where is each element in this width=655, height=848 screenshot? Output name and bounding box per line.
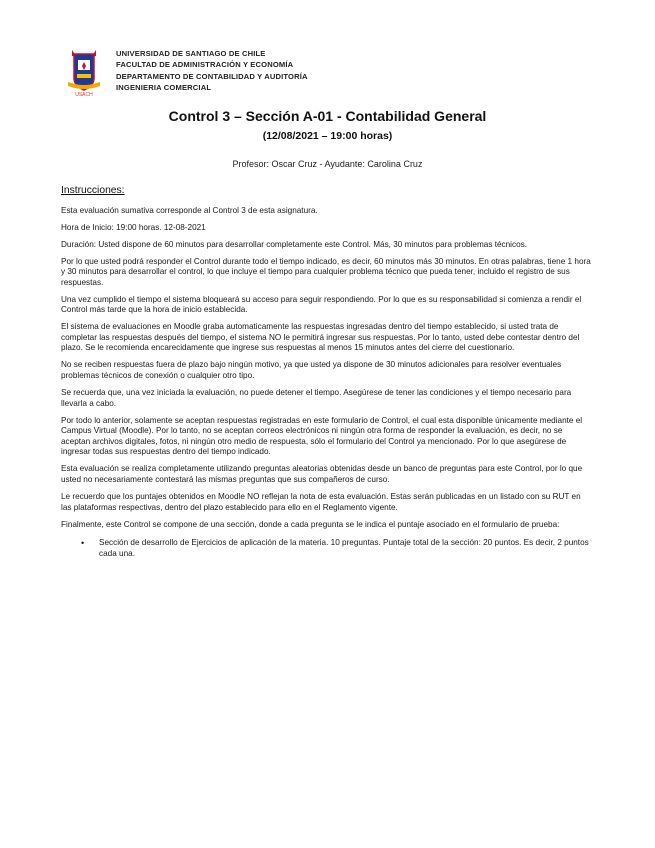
bullet-icon: • [81, 538, 85, 549]
instruction-paragraph: Por lo que usted podrá responder el Control durante todo el tiempo indicado, es decir, 60 minutos más 30 minutos. En otras palabras, tiene 1 hora y 30 minutos para desarrollar el control, lo que incluye el tiempo para cualquier problema técnico que pueda tener, incluido el registro de sus respuestas. [61, 256, 591, 287]
instruction-paragraph: Por todo lo anterior, solamente se aceptan respuestas registradas en este formulario de Control, el cual esta disponible únicamente mediante el Campus Virtual (Moodle). Por lo tanto, no se aceptan correos electrónicos ni ningún otra forma de responder la evaluación, es decir, no se aceptan archivos digitales, fotos, ni ningún otro medio de respuesta, sólo el formulario del Control ya mencionado. Por lo que asegúrese de ingresar todas sus respuestas dentro del tiempo indicado. [61, 415, 583, 457]
bullet-text: Sección de desarrollo de Ejercicios de aplicación de la materia. 10 preguntas. Puntaje total de la sección: 20 puntos. Es decir, 2 puntos cada una. [99, 538, 589, 558]
exam-date: (12/08/2021 – 19:00 horas) [262, 130, 393, 142]
document-header [64, 48, 624, 98]
instruction-paragraph: Una vez cumplido el tiempo el sistema bloqueará su acceso para seguir respondiendo. Por lo que es su responsabilidad si comienza a rendir el Control más tarde que la hora de inicio establecida. [61, 294, 582, 315]
page-title: Control 3 – Sección A-01 - Contabilidad General [168, 108, 487, 124]
program-name: INGENIERIA COMERCIAL [116, 82, 212, 92]
instruction-paragraph: Le recuerdo que los puntajes obtenidos en Moodle NO reflejan la nota de esta evaluación. Estas serán publicadas en un listado con su RUT en las plataformas respectivas, dentro del plazo establecido para ello en el Reglamento vigente. [61, 491, 581, 512]
instructions-section [61, 186, 593, 559]
instruction-paragraph: El sistema de evaluaciones en Moodle graba automaticamente las respuestas ingresadas dentro del tiempo establecido, si usted trata de completar las respuestas después del tiempo, el sistema NO le permitirá ingresar sus respuestas. Por lo tanto, usted debe contestar dentro del plazo. Se le recomienda encarecidamente que ingrese sus respuestas al menos 15 minutos antes del cierre del cuestionario. [61, 322, 580, 353]
university-name: UNIVERSIDAD DE SANTIAGO DE CHILE [116, 49, 266, 58]
department-name: DEPARTAMENTO DE CONTABILIDAD Y AUDITORÍA [116, 71, 308, 81]
instruction-paragraph: Esta evaluación sumativa corresponde al Control 3 de esta asignatura. [61, 205, 318, 215]
instruction-paragraph: Duración: Usted dispone de 60 minutos para desarrollar completamente este Control. Más, 30 minutos para problemas técnicos. [61, 239, 528, 249]
instruction-paragraph: No se reciben respuestas fuera de plazo bajo ningún motivo, ya que usted ya dispone de 30 minutos adicionales para resolver eventuales problemas técnicos de conexión o cualquier otro tipo. [61, 360, 562, 381]
institution-block [116, 48, 308, 93]
professor-line: Profesor: Oscar Cruz - Ayudante: Carolina Cruz [232, 159, 423, 169]
instruction-paragraph: Se recuerda que, una vez iniciada la evaluación, no puede detener el tiempo. Asegúrese de tener las condiciones y el tiempo necesario para llevarla a cabo. [61, 388, 572, 408]
bullet-item [61, 538, 593, 559]
instruction-paragraph: Hora de Inicio: 19:00 horas. 12-08-2021 [61, 222, 206, 232]
instruction-paragraph: Esta evaluación se realiza completamente utilizando preguntas aleatorias obtenidas desde un banco de preguntas para este Control, por lo que usted no necesariamente contestará las mismas preguntas que sus compañeros de curso. [61, 464, 583, 484]
university-crest-icon [64, 48, 104, 98]
instruction-paragraph: Finalmente, este Control se compone de una sección, donde a cada pregunta se le indica el puntaje asociado en el formulario de prueba: [61, 519, 560, 529]
instructions-heading: Instrucciones: [61, 185, 125, 196]
faculty-name: FACULTAD DE ADMINISTRACIÓN Y ECONOMÍA [116, 60, 294, 70]
logo-caption: USACH [75, 92, 93, 98]
